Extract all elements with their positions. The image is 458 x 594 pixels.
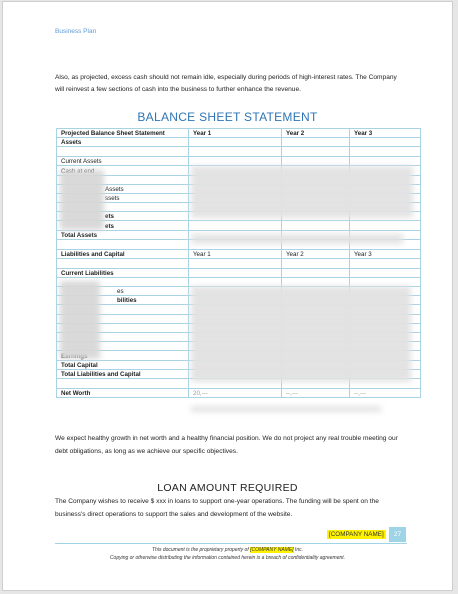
redaction-blur: [60, 281, 100, 359]
table-cell: Year 1: [189, 249, 282, 258]
footer-divider: [55, 543, 407, 544]
current-liabilities-label: Current Liabilities: [57, 268, 189, 277]
ets-partial-label: ets: [57, 212, 189, 221]
balance-sheet-title: BALANCE SHEET STATEMENT: [137, 110, 318, 124]
assets-partial-label: ssets: [57, 193, 189, 202]
table-cell: Year 3: [350, 249, 421, 258]
page-number: 27: [389, 527, 406, 542]
current-assets-label: Current Assets: [57, 157, 189, 166]
loan-title: LOAN AMOUNT REQUIRED: [157, 482, 298, 494]
net-worth-value: --,---: [282, 388, 350, 397]
redaction-blur: [191, 286, 411, 382]
table-cell: Projected Balance Sheet Statement: [57, 129, 189, 138]
intro-paragraph: Also, as projected, excess cash should not remain idle, especially during periods of high-interest rates. The Company will reinvest a few sections of cash into the business to further enhance the revenue.: [55, 74, 397, 93]
total-assets-label: Total Assets: [57, 230, 189, 239]
company-name-badge: [COMPANY NAME]: [329, 531, 384, 538]
growth-paragraph: We expect healthy growth in net worth and a healthy financial position. We do not project any real trouble meeting our debt obligations, as long as we achieve our specific objectives.: [55, 435, 398, 455]
table-row: [57, 221, 421, 230]
ets-partial-label: ets: [57, 221, 189, 230]
table-cell: Year 2: [282, 249, 350, 258]
redaction-blur: [60, 170, 104, 230]
footer-proprietary-line: [3, 547, 452, 553]
total-capital-label: Total Capital: [57, 360, 189, 369]
table-header-row: [57, 129, 421, 138]
table-row: [57, 258, 421, 268]
table-row: [57, 157, 421, 166]
liabilities-header-label: Liabilities and Capital: [57, 249, 189, 258]
table-row: [57, 268, 421, 277]
assets-partial-label: Assets: [57, 184, 189, 193]
bilities-partial-label: bilities: [57, 296, 189, 305]
table-row: [57, 138, 421, 147]
redaction-blur: [191, 406, 381, 412]
table-row: [57, 147, 421, 157]
net-worth-value: 20,---: [189, 388, 282, 397]
es-partial-label: es: [57, 287, 189, 296]
table-cell: Year 1: [189, 129, 282, 138]
running-header: Business Plan: [55, 28, 97, 35]
footer-company-name: [COMPANY NAME]: [250, 547, 294, 553]
footer-prefix: This document is the proprietary property of: [152, 547, 251, 553]
assets-label: Assets: [57, 138, 189, 147]
table-cell: Year 3: [350, 129, 421, 138]
loan-paragraph: The Company wishes to receive $ xxx in loans to support one-year operations. The funding will be spent on the business's direct operations to support the sales and development of the website.: [55, 498, 379, 518]
redaction-blur: [191, 166, 413, 218]
table-cell: Year 2: [282, 129, 350, 138]
table-row: [57, 249, 421, 258]
footer-suffix: Inc.: [293, 547, 303, 553]
net-worth-value: --,---: [350, 388, 421, 397]
document-page: [2, 1, 453, 591]
total-liabilities-capital-label: Total Liabilities and Capital: [57, 369, 189, 378]
net-worth-label: Net Worth: [57, 388, 189, 397]
table-row: [57, 388, 421, 397]
footer-confidentiality-line: Copying or otherwise distributing the information contained herein is a breach of confidentiality agreement.: [109, 555, 346, 561]
redaction-blur: [191, 234, 403, 244]
